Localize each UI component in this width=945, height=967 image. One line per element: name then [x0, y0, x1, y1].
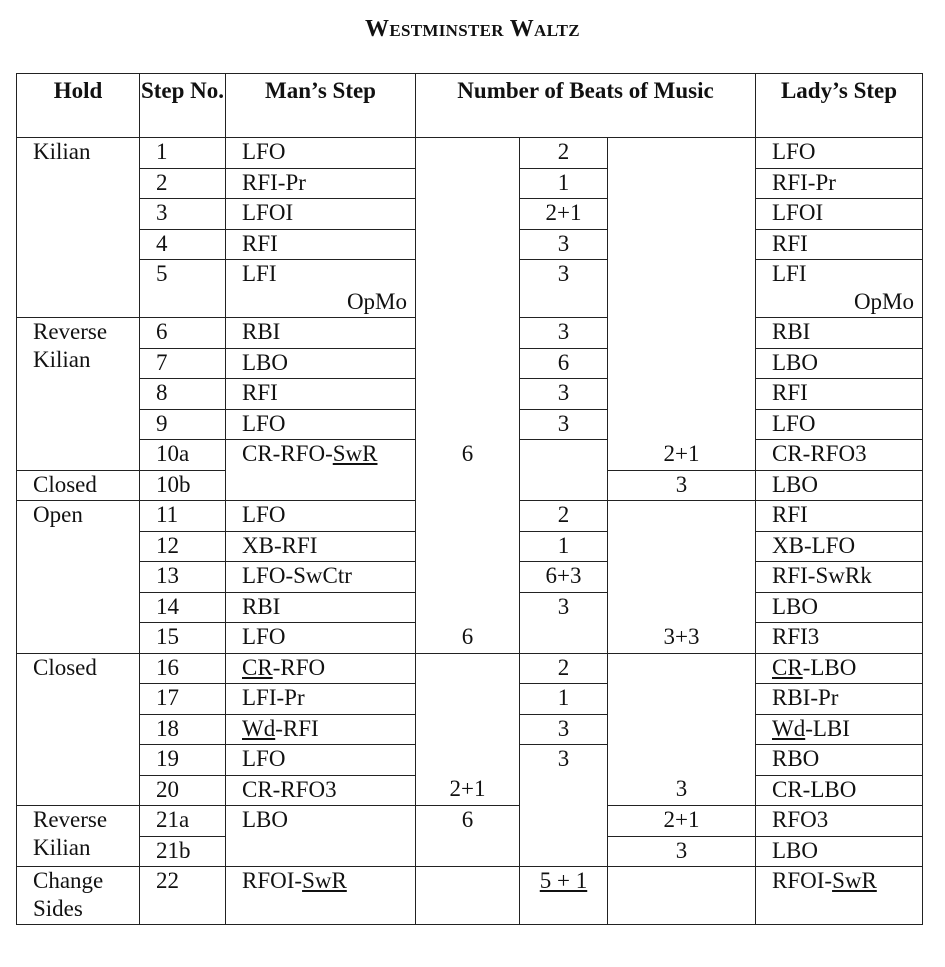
beats-man: 6	[416, 806, 520, 837]
lady-step-note: OpMo	[853, 289, 914, 314]
lady-step	[756, 867, 923, 925]
beats-lady: 3	[608, 836, 756, 867]
man-step	[226, 653, 416, 684]
man-step-text: -RFI	[275, 715, 319, 741]
beats: 3	[520, 409, 608, 440]
lady-step-text: -LBI	[805, 715, 850, 741]
lady-step: LBO	[756, 348, 923, 379]
step-no: 2	[140, 168, 226, 199]
beats-lady: 3+3	[608, 623, 756, 654]
table-row	[17, 470, 923, 501]
header-step-no: Step No.	[140, 74, 226, 138]
step-no: 20	[140, 775, 226, 806]
step-no: 1	[140, 138, 226, 169]
man-step	[226, 714, 416, 745]
beats-man: 2+1	[416, 775, 520, 806]
table-row	[17, 806, 923, 837]
table-row	[17, 684, 923, 715]
lady-step-text: -LBO	[802, 654, 857, 680]
step-no: 13	[140, 562, 226, 593]
man-step: LFO	[226, 409, 416, 440]
lady-step: RFI-SwRk	[756, 562, 923, 593]
step-no: 10b	[140, 470, 226, 501]
man-step: XB-RFI	[226, 531, 416, 562]
steps-table	[16, 73, 923, 925]
beats-man: 6	[416, 440, 520, 471]
beats: 2	[520, 501, 608, 532]
beats: 2	[520, 653, 608, 684]
step-no: 3	[140, 199, 226, 230]
lady-step: RFI-Pr	[756, 168, 923, 199]
hold-reverse-kilian-2: Reverse Kilian	[17, 806, 140, 867]
step-no: 11	[140, 501, 226, 532]
table-row	[17, 440, 923, 471]
table-row	[17, 592, 923, 623]
table-row	[17, 318, 923, 349]
header-beats: Number of Beats of Music	[416, 74, 756, 138]
lady-step: LFOI	[756, 199, 923, 230]
lady-step: LBO	[756, 592, 923, 623]
step-no: 4	[140, 229, 226, 260]
man-step-note: OpMo	[346, 289, 407, 314]
beats-lady: 3	[608, 470, 756, 501]
table-row	[17, 562, 923, 593]
man-step: LFO	[226, 501, 416, 532]
man-step: LBO	[226, 806, 416, 867]
header-ladys-step: Lady’s Step	[756, 74, 923, 138]
man-step	[226, 440, 416, 501]
lady-step	[756, 653, 923, 684]
lady-step: RBO	[756, 745, 923, 776]
step-no: 6	[140, 318, 226, 349]
lady-step-underlined: CR	[772, 654, 803, 680]
beats-man: 6	[416, 623, 520, 654]
beats: 3	[520, 714, 608, 745]
table-row	[17, 501, 923, 532]
beats-lady: 2+1	[608, 440, 756, 471]
table-row	[17, 409, 923, 440]
lady-step: LBO	[756, 836, 923, 867]
table-row	[17, 168, 923, 199]
man-step-text: LFI	[242, 261, 277, 286]
step-no: 21b	[140, 836, 226, 867]
lady-step: RBI-Pr	[756, 684, 923, 715]
man-step: RFI	[226, 229, 416, 260]
table-row	[17, 867, 923, 925]
man-step: RBI	[226, 318, 416, 349]
man-step: RFI-Pr	[226, 168, 416, 199]
step-no: 9	[140, 409, 226, 440]
header-hold: Hold	[17, 74, 140, 138]
step-no: 7	[140, 348, 226, 379]
lady-step	[756, 714, 923, 745]
lady-step: LFO	[756, 138, 923, 169]
header-mans-step: Man’s Step	[226, 74, 416, 138]
lady-step-underlined: SwR	[832, 868, 877, 893]
step-no: 18	[140, 714, 226, 745]
man-step: LFOI	[226, 199, 416, 230]
beats: 3	[520, 260, 608, 318]
lady-step	[756, 260, 923, 318]
beats	[520, 867, 608, 925]
lady-step: RFI	[756, 229, 923, 260]
man-step: LFO	[226, 138, 416, 169]
page-title: Westminster Waltz	[365, 16, 580, 42]
beats-lady: 3	[608, 775, 756, 806]
beats: 2+1	[520, 199, 608, 230]
beats: 6+3	[520, 562, 608, 593]
beats: 3	[520, 379, 608, 410]
hold-kilian: Kilian	[17, 138, 140, 318]
table-row	[17, 531, 923, 562]
lady-step: CR-RFO3	[756, 440, 923, 471]
lady-step-underlined: Wd	[772, 715, 806, 741]
step-no: 17	[140, 684, 226, 715]
step-no: 8	[140, 379, 226, 410]
man-step: LBO	[226, 348, 416, 379]
man-step	[226, 867, 416, 925]
lady-step: XB-LFO	[756, 531, 923, 562]
lady-step: RBI	[756, 318, 923, 349]
man-step: LFO	[226, 745, 416, 776]
lady-step: CR-LBO	[756, 775, 923, 806]
lady-step-text: LFI	[772, 261, 807, 286]
lady-step-text: RFOI-	[772, 868, 833, 893]
step-no: 21a	[140, 806, 226, 837]
lady-step: LBO	[756, 470, 923, 501]
step-no: 12	[140, 531, 226, 562]
hold-closed-2: Closed	[17, 653, 140, 806]
lady-step: RFI	[756, 501, 923, 532]
beats: 3	[520, 318, 608, 349]
man-step-text: -RFO	[272, 654, 326, 680]
hold-reverse-kilian: Reverse Kilian	[17, 318, 140, 471]
beats: 1	[520, 684, 608, 715]
beats: 3	[520, 592, 608, 623]
table-row	[17, 775, 923, 806]
beats: 3	[520, 745, 608, 776]
man-step: RFI	[226, 379, 416, 410]
table-row	[17, 138, 923, 169]
step-no: 5	[140, 260, 226, 318]
table-row	[17, 348, 923, 379]
man-step-underlined: SwR	[302, 868, 347, 893]
hold-open: Open	[17, 501, 140, 654]
lady-step: RFI3	[756, 623, 923, 654]
beats: 1	[520, 168, 608, 199]
beats: 2	[520, 138, 608, 169]
man-step: RBI	[226, 592, 416, 623]
table-row	[17, 199, 923, 230]
man-step: LFO	[226, 623, 416, 654]
lady-step: RFO3	[756, 806, 923, 837]
lady-step: RFI	[756, 379, 923, 410]
table-row	[17, 745, 923, 776]
beats: 1	[520, 531, 608, 562]
hold-change-sides: Change Sides	[17, 867, 140, 925]
beats: 3	[520, 229, 608, 260]
beats: 6	[520, 348, 608, 379]
step-no: 14	[140, 592, 226, 623]
lady-step: LFO	[756, 409, 923, 440]
man-step-underlined: Wd	[242, 715, 276, 741]
table-row	[17, 714, 923, 745]
beats-lady: 2+1	[608, 806, 756, 837]
table-row	[17, 623, 923, 654]
table-row	[17, 836, 923, 867]
man-step-underlined: CR	[242, 654, 273, 680]
step-no: 15	[140, 623, 226, 654]
man-step-underlined: SwR	[332, 441, 378, 466]
hold-closed: Closed	[17, 470, 140, 501]
step-no: 22	[140, 867, 226, 925]
beats-underlined: 5 + 1	[539, 868, 588, 893]
man-step	[226, 260, 416, 318]
step-no: 10a	[140, 440, 226, 471]
man-step: LFO-SwCtr	[226, 562, 416, 593]
man-step: LFI-Pr	[226, 684, 416, 715]
header-row	[17, 74, 923, 138]
man-step-text: RFOI-	[242, 868, 303, 893]
step-no: 16	[140, 653, 226, 684]
table-row	[17, 229, 923, 260]
man-step: CR-RFO3	[226, 775, 416, 806]
table-row	[17, 653, 923, 684]
step-no: 19	[140, 745, 226, 776]
man-step-text: CR-RFO-	[242, 441, 333, 466]
table-row	[17, 379, 923, 410]
table-row	[17, 260, 923, 318]
